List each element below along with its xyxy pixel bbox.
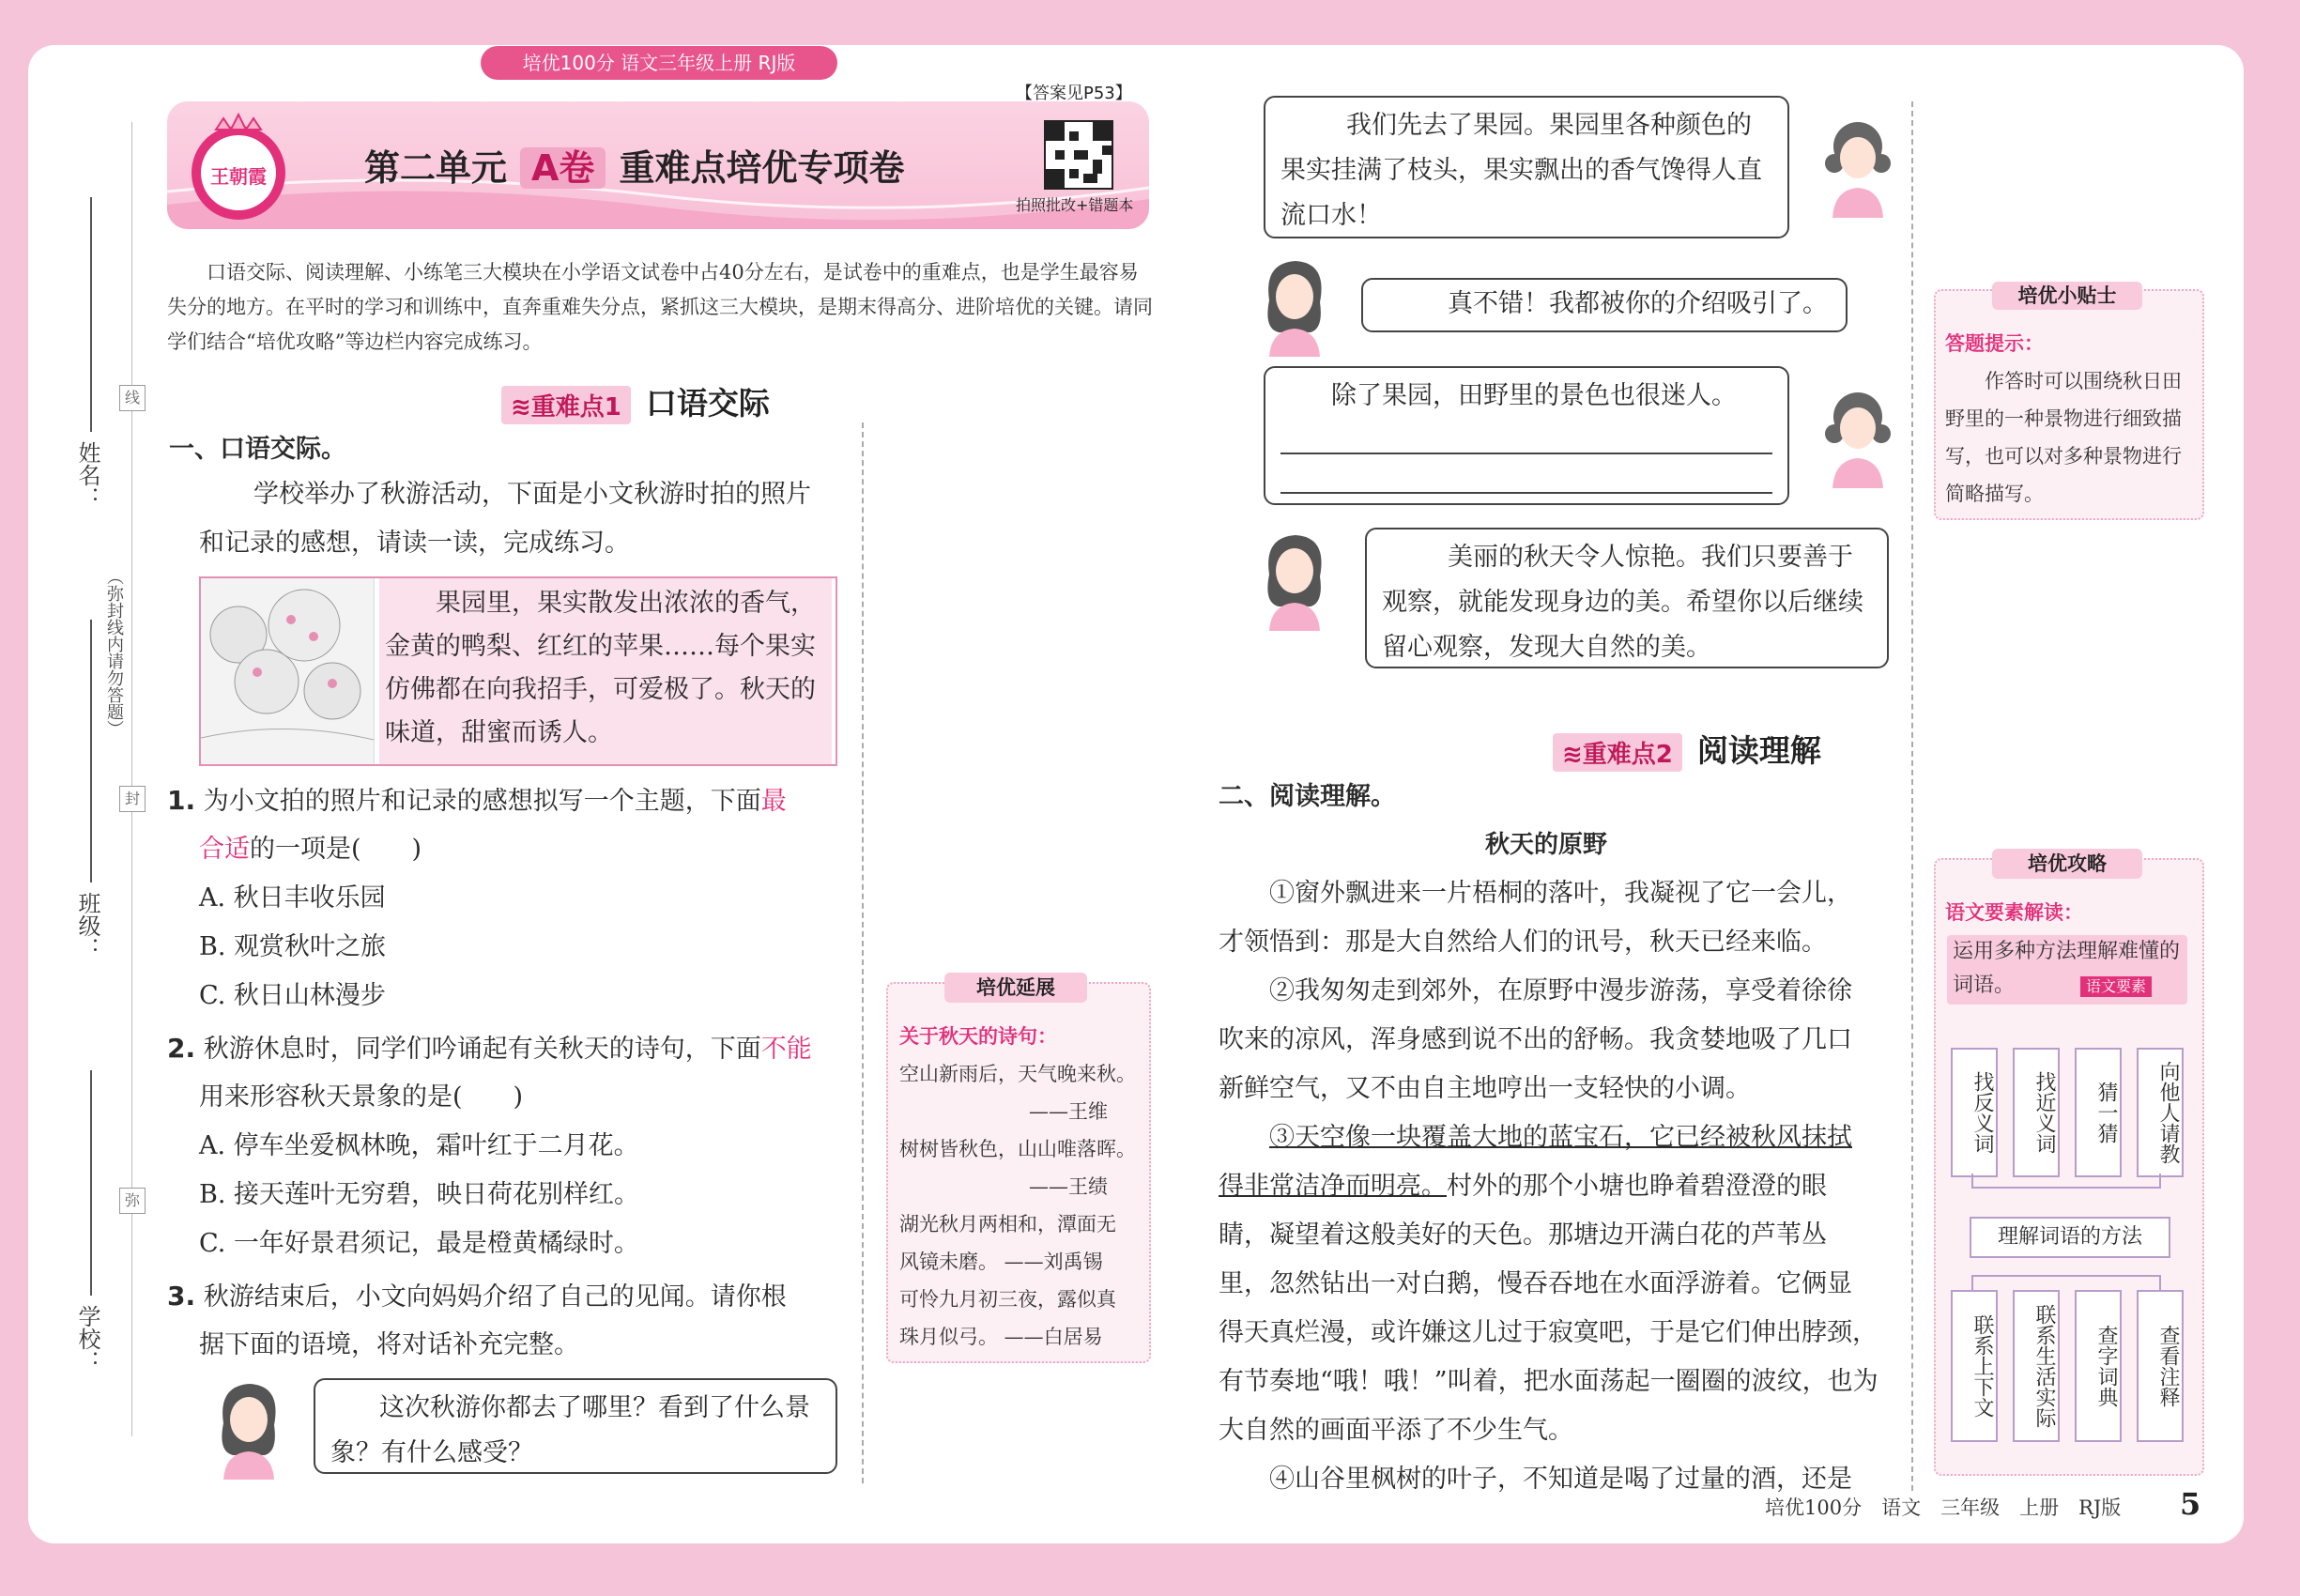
question-2 xyxy=(167,1023,843,1074)
q1-option-c[interactable]: C. 秋日山林漫步 xyxy=(199,981,386,1010)
method-bottom-4: 查看注释 xyxy=(2137,1290,2184,1442)
book-title-pill: 培优100分 语文三年级上册 RJ版 xyxy=(481,46,837,80)
q3-text-a: 秋游结束后，小文向妈妈介绍了自己的见闻。请你根 xyxy=(203,1282,787,1312)
seal-mi: 弥 xyxy=(119,1188,146,1214)
extend-sidebar xyxy=(886,976,1151,1363)
section2-heading: 二、阅读理解。 xyxy=(1219,782,1396,811)
method-bottom-3: 查字词典 xyxy=(2075,1290,2122,1442)
page-number: 5 xyxy=(2180,1486,2201,1522)
extend-line-5: 湖光秋月两相和，潭面无 xyxy=(899,1213,1116,1235)
column-divider-left xyxy=(862,422,866,1483)
p3-line4: 里，忽然钻出一对白鹅，慢吞吞地在水面浮游着。它俩显 xyxy=(1219,1269,1852,1298)
q3-text-b: 据下面的语境，将对话补充完整。 xyxy=(199,1330,579,1359)
bubble-mom-2: 真不错！我都被你的介绍吸引了。 xyxy=(1361,278,1848,332)
q2-option-b[interactable]: B. 接天莲叶无穷碧，映日荷花别样红。 xyxy=(199,1180,640,1209)
p3-line1: ③天空像一块覆盖大地的蓝宝石，它已经被秋风抹拭 xyxy=(1269,1123,1852,1152)
photo-record-text: 果园里，果实散发出浓浓的香气，金黄的鸭梨、红红的苹果……每个果实仿佛都在向我招手，可爱极了。秋天的味道，甜蜜而诱人。 xyxy=(379,578,832,764)
seal-line xyxy=(131,122,132,1436)
passage-title: 秋天的原野 xyxy=(1485,831,1608,859)
seal-feng: 封 xyxy=(119,786,146,812)
extend-line-1: 空山新雨后，天气晚来秋。 xyxy=(899,1063,1136,1085)
tip-head: 培优小贴士 xyxy=(1992,282,2142,310)
qr-caption: 拍照批改+错题本 xyxy=(1016,196,1134,214)
extend-sub: 关于秋天的诗句： xyxy=(899,1025,1057,1048)
q1-option-a[interactable]: A. 秋日丰收乐园 xyxy=(199,883,386,913)
section1-title: 口语交际 xyxy=(645,385,770,422)
method-top-3: 猜一猜 xyxy=(2075,1048,2122,1177)
bubble-girl-2 xyxy=(1264,366,1789,505)
p2-line3: 新鲜空气，又不由自主地哼出一支轻快的小调。 xyxy=(1219,1074,1751,1103)
name-label: 姓名： xyxy=(74,441,100,509)
mom-avatar-3 xyxy=(1258,528,1331,631)
q1-number: 1. xyxy=(167,785,196,816)
footer-text: 培优100分 语文 三年级 上册 RJ版 xyxy=(1765,1496,2122,1519)
qr-code[interactable] xyxy=(1044,120,1113,190)
unit-label: 第二单元 xyxy=(364,147,508,189)
tip-sub: 答题提示： xyxy=(1945,332,2044,355)
section1-badge: ≋重难点1 xyxy=(501,386,631,424)
q1-option-b[interactable]: B. 观赏秋叶之旅 xyxy=(199,932,387,961)
column-divider-right xyxy=(1911,101,1915,1491)
section1-heading: 一、口语交际。 xyxy=(169,435,346,464)
method-top-1: 找反义词 xyxy=(1951,1048,1998,1177)
section1-lead1: 学校举办了秋游活动，下面是小文秋游时拍的照片 xyxy=(253,480,811,509)
paper-badge: A卷 xyxy=(520,147,606,189)
intro-paragraph: 口语交际、阅读理解、小练笔三大模块在小学语文试卷中占40分左右，是试卷中的重难点，也是学生最容易失分的地方。在平时的学习和训练中，直奔重难失分点，紧抓这三大模块，是期末得高分、进阶培优的关键。请同学们结合“培优攻略”等边栏内容完成练习。 xyxy=(167,261,1153,353)
q2-option-a[interactable]: A. 停车坐爱枫林晚，霜叶红于二月花。 xyxy=(199,1131,639,1160)
method-bottom-1: 联系上下文 xyxy=(1951,1290,1998,1442)
strategy-sidebar xyxy=(1934,852,2204,1476)
p3-rest: 村外的那个小塘也睁着碧澄澄的眼 xyxy=(1447,1172,1827,1201)
section2-title: 阅读理解 xyxy=(1696,732,1821,769)
passage xyxy=(1219,869,1894,1504)
method-top-4: 向他人请教 xyxy=(2137,1048,2184,1177)
bubble-mom-3: 美丽的秋天令人惊艳。我们只要善于观察，就能发现身边的美。希望你以后继续留心观察，发现大自然的美。 xyxy=(1365,528,1889,668)
question-3 xyxy=(167,1271,843,1322)
section2-badge: ≋重难点2 xyxy=(1553,733,1682,772)
extend-line-2: ——王维 xyxy=(1029,1100,1108,1123)
bubble-girl-1: 我们先去了果园。果园里各种颜色的果实挂满了枝头，果实飘出的香气馋得人直流口水！ xyxy=(1264,96,1789,238)
q1-emphasis-2: 合适 xyxy=(199,835,250,864)
orchard-photo xyxy=(201,578,375,764)
mom-avatar xyxy=(212,1376,285,1480)
class-line xyxy=(90,620,92,882)
brand-logo xyxy=(186,113,291,223)
answer-line-2[interactable] xyxy=(1280,454,1772,494)
extend-line-7: 可怜九月初三夜，露似真 xyxy=(899,1288,1116,1311)
q1-emphasis-1: 最 xyxy=(760,787,787,816)
photo-record-box xyxy=(199,576,837,766)
strategy-summary-box xyxy=(1947,935,2187,1005)
p3-line6: 有节奏地“哦！哦！”叫着，把水面荡起一圈圈的波纹，也为 xyxy=(1219,1367,1878,1396)
section2-head xyxy=(1553,727,1821,772)
strategy-summary: 运用多种方法理解难懂的词语。 xyxy=(1953,940,2181,997)
school-line xyxy=(90,1070,92,1296)
logo-text: 王朝霞 xyxy=(210,165,267,188)
q2-option-c[interactable]: C. 一年好景君须记，最是橙黄橘绿时。 xyxy=(199,1229,639,1258)
extend-head: 培优延展 xyxy=(944,973,1087,1003)
p4-line1: ④山谷里枫树的叶子，不知道是喝了过量的酒，还是 xyxy=(1269,1465,1852,1494)
p3-line3: 睛，凝望着这般美好的天色。那塘边开满白花的芦苇丛 xyxy=(1219,1220,1827,1250)
p1-line1: ①窗外飘进来一片梧桐的落叶，我凝视了它一会儿， xyxy=(1269,879,1852,908)
girl2-text: 除了果园，田野里的景色也很迷人。 xyxy=(1331,381,1737,410)
title-text: 重难点培优专项卷 xyxy=(619,147,905,189)
method-top-2: 找近义词 xyxy=(2013,1048,2060,1177)
strategy-sub: 语文要素解读： xyxy=(1945,901,2083,924)
p3-line5: 得天真烂漫，或许嫌这儿过于寂寞吧，于是它们伸出脖颈， xyxy=(1219,1318,1878,1347)
answer-line-1[interactable] xyxy=(1280,424,1772,454)
extend-line-3: 树树皆秋色，山山唯落晖。 xyxy=(899,1138,1136,1160)
extend-line-8: 珠月似弓。 ——白居易 xyxy=(899,1326,1103,1348)
connector-bottom xyxy=(1971,1275,2161,1290)
seal-notice: （弥封线内请勿答题） xyxy=(104,568,124,737)
page-title xyxy=(364,139,904,191)
q1-text-b: 的一项是( ) xyxy=(250,835,422,864)
section1-head xyxy=(501,379,770,424)
p3-underlined: 得非常洁净而明亮。 xyxy=(1219,1172,1447,1201)
method-center: 理解词语的方法 xyxy=(1970,1217,2170,1258)
connector-top xyxy=(1971,1174,2161,1189)
q3-number: 3. xyxy=(167,1281,196,1312)
girl-avatar-2 xyxy=(1821,385,1894,488)
p3-line2 xyxy=(1219,1162,1894,1211)
tip-sidebar xyxy=(1934,284,2204,520)
name-line xyxy=(90,197,92,432)
answer-reference: 【答案见P53】 xyxy=(1016,84,1132,103)
bubble-mom-1: 这次秋游你都去了哪里？看到了什么景象？有什么感受？ xyxy=(314,1378,837,1474)
method-bottom-2: 联系生活实际 xyxy=(2013,1290,2060,1442)
p3-line7: 大自然的画面平添了不少生气。 xyxy=(1219,1416,1573,1445)
q2-emphasis: 不能 xyxy=(760,1035,812,1064)
p2-line1: ②我匆匆走到郊外，在原野中漫步游荡，享受着徐徐 xyxy=(1269,976,1852,1005)
seal-xian: 线 xyxy=(119,385,146,411)
class-label: 班级： xyxy=(74,892,100,959)
question-1-line2 xyxy=(199,824,422,874)
tip-text: 作答时可以围绕秋日田野里的一种景物进行细致描写，也可以对多种景物进行简略描写。 xyxy=(1945,370,2182,505)
p1-line2: 才领悟到：那是大自然给人们的讯号，秋天已经来临。 xyxy=(1219,928,1827,957)
question-1 xyxy=(167,775,843,826)
q2-text-b: 用来形容秋天景象的是( ) xyxy=(199,1082,524,1112)
q1-text-a: 为小文拍的照片和记录的感想拟写一个主题，下面 xyxy=(203,787,761,816)
p2-line2: 吹来的凉风，浑身感到说不出的舒畅。我贪婪地吸了几口 xyxy=(1219,1025,1852,1054)
girl-avatar-1 xyxy=(1821,115,1894,218)
section1-lead2: 和记录的感想，请读一读，完成练习。 xyxy=(199,529,630,558)
strategy-head: 培优攻略 xyxy=(1992,849,2142,879)
strategy-tag: 语文要素 xyxy=(2080,976,2152,997)
q2-text-a: 秋游休息时，同学们吟诵起有关秋天的诗句，下面 xyxy=(203,1035,761,1064)
q2-number: 2. xyxy=(167,1033,196,1064)
extend-line-4: ——王绩 xyxy=(1029,1175,1108,1198)
mom-avatar-2 xyxy=(1258,253,1331,357)
school-label: 学校： xyxy=(74,1305,100,1373)
extend-line-6: 风镜未磨。 ——刘禹锡 xyxy=(899,1251,1103,1273)
